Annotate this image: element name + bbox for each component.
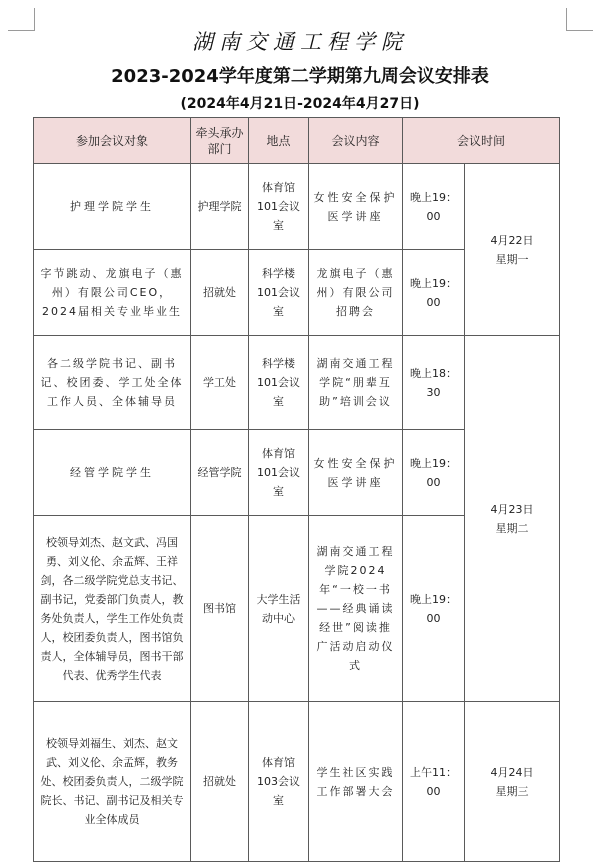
attendees-cell: 字节跳动、龙旗电子（惠州）有限公司CEO，2024届相关专业毕业生 [34,250,191,336]
table-header-row [34,118,560,164]
content-cell: 女性安全保护医学讲座 [309,430,403,516]
date-range: (2024年4月21日-2024年4月27日) [180,96,420,112]
attendees-cell: 各二级学院书记、副书记、校团委、学工处全体工作人员、全体辅导员 [34,336,191,430]
date-cell-monday [465,164,560,336]
location-cell: 科学楼101会议室 [249,250,309,336]
date-label: 4月22日 [490,233,534,247]
dept-cell: 护理学院 [191,164,249,250]
attendees-cell: 经管学院学生 [34,430,191,516]
location-cell: 大学生活动中心 [249,516,309,702]
weekday-label: 星期一 [495,252,529,266]
dept-cell: 经管学院 [191,430,249,516]
header-attendees: 参加会议对象 [34,118,191,164]
weekday-label: 星期二 [495,521,529,535]
date-cell-tuesday [465,336,560,702]
table-row [34,702,560,862]
header-time: 会议时间 [403,118,560,164]
attendees-cell: 校领导刘杰、赵文武、冯国勇、刘义伦、余孟辉、王祥剑，各二级学院党总支书记、副书记，党委部门负责人，教务处负责人，学生工作处负责人，校团委负责人，图书馆负责人，全体辅导员，图书干部代表、优秀学生代表 [34,516,191,702]
time-cell: 晚上19：00 [403,516,465,702]
date-label: 4月24日 [490,765,534,779]
time-cell: 晚上19：00 [403,430,465,516]
content-cell: 龙旗电子（惠州）有限公司招聘会 [309,250,403,336]
content-cell: 学生社区实践工作部署大会 [309,702,403,862]
dept-cell: 招就处 [191,702,249,862]
dept-cell: 学工处 [191,336,249,430]
header-location: 地点 [249,118,309,164]
table-row [34,336,560,430]
header-dept: 牵头承办部门 [191,118,249,164]
dept-cell: 招就处 [191,250,249,336]
weekday-label: 星期三 [495,784,529,798]
time-cell: 上午11：00 [403,702,465,862]
content-cell: 湖南交通工程学院“朋辈互助”培训会议 [309,336,403,430]
time-cell: 晚上19：00 [403,164,465,250]
location-cell: 科学楼101会议室 [249,336,309,430]
header-content: 会议内容 [309,118,403,164]
meeting-schedule-table [33,117,560,862]
table-row [34,164,560,250]
content-cell: 湖南交通工程学院2024年“一校一书——经典诵读经世”阅读推广活动启动仪式 [309,516,403,702]
dept-cell: 图书馆 [191,516,249,702]
location-cell: 体育馆103会议室 [249,702,309,862]
attendees-cell: 护理学院学生 [34,164,191,250]
attendees-cell: 校领导刘福生、刘杰、赵文武、刘义伦、余孟辉，教务处、校团委负责人，二级学院院长、书记、副书记及相关专业全体成员 [34,702,191,862]
school-name: 湖南交通工程学院 [192,30,408,54]
date-label: 4月23日 [490,502,534,516]
location-cell: 体育馆101会议室 [249,430,309,516]
time-cell: 晚上18：30 [403,336,465,430]
content-cell: 女性安全保护医学讲座 [309,164,403,250]
location-cell: 体育馆101会议室 [249,164,309,250]
document-title: 2023-2024学年度第二学期第九周会议安排表 [111,66,489,87]
time-cell: 晚上19：00 [403,250,465,336]
date-cell-wednesday [465,702,560,862]
